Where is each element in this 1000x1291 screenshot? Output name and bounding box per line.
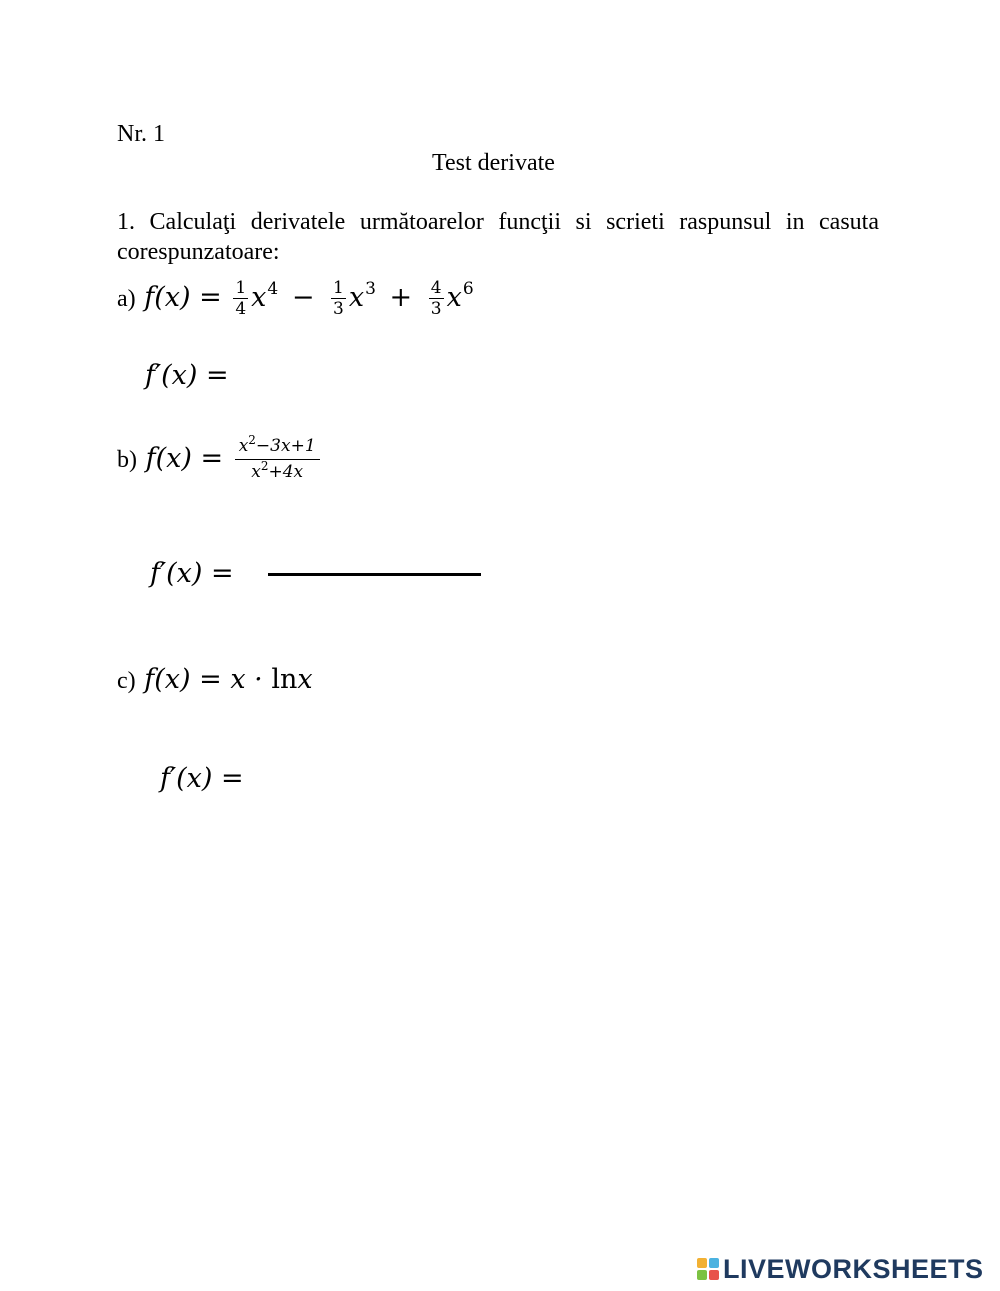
page-title: Test derivate	[432, 150, 555, 176]
exercise-c-label: c)	[117, 668, 136, 694]
instruction-text: 1. Calculaţi derivatele următoarelor funcţii si scrieti raspunsul in casuta corespunzatoare:	[117, 209, 879, 265]
exercise-b-label: b)	[117, 447, 137, 473]
exercise-c-function: c) f(x) = x · lnx	[117, 664, 313, 695]
worksheet-number: Nr. 1	[117, 121, 165, 147]
fraction-1-3: $\frac{1}{3}$	[333, 278, 344, 319]
exercise-a-answer-prefix: f′(x) =	[145, 360, 229, 391]
fraction-4-3: $\frac{4}{3}$	[430, 278, 442, 319]
liveworksheets-logo: LIVEWORKSHEETS	[697, 1254, 984, 1285]
exercise-b-answer-prefix: f′(x) =	[150, 558, 234, 589]
rational-fraction: $\frac{x^2-3x+1}{x^2+4x}$	[235, 436, 320, 483]
exercise-a-function: a) f(x) = $\frac{1}{4}$ $x^4$ − $\frac{1}{3}$ $x^3$ + $\frac{4}{3}$ $x^6$	[117, 278, 474, 319]
exercise-c-answer-prefix: f′(x) =	[160, 763, 244, 794]
exercise-b-function: b) f(x) = $\frac{x^2-3x+1}{x^2+4x}$	[117, 436, 323, 483]
exercise-a-label: a)	[117, 286, 136, 312]
exercise-b-answer-line[interactable]	[268, 573, 481, 576]
fraction-1-4: $\frac{1}{4}$	[235, 278, 247, 319]
logo-blocks-icon	[697, 1258, 719, 1280]
